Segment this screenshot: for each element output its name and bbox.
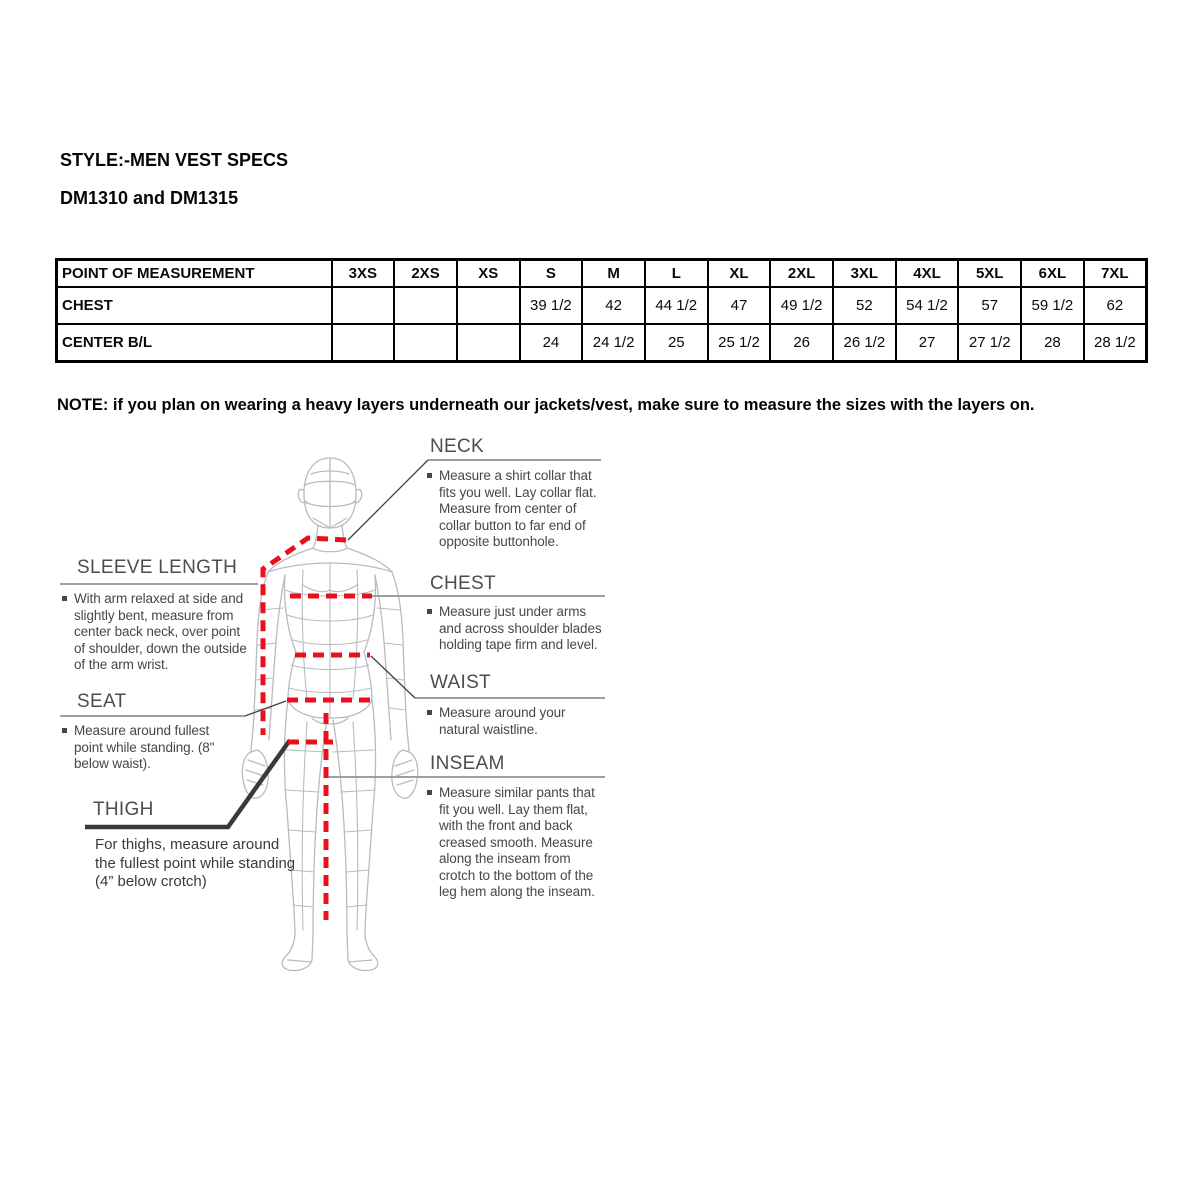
chest-description: Measure just under arms and across shoulder blades holding tape firm and level. (439, 604, 602, 652)
section-title-waist: WAIST (430, 672, 491, 693)
centerbl-value-5xl: 27 1/2 (958, 324, 1021, 362)
column-header-7xl: 7XL (1084, 260, 1147, 288)
centerbl-value-m: 24 1/2 (582, 324, 645, 362)
column-header-4xl: 4XL (896, 260, 959, 288)
waist-leader-line (371, 656, 415, 698)
column-header-s: S (520, 260, 583, 288)
section-desc-inseam (427, 785, 605, 901)
section-title-inseam: INSEAM (430, 753, 505, 774)
model-numbers: DM1310 and DM1315 (60, 188, 239, 208)
centerbl-value-7xl: 28 1/2 (1084, 324, 1147, 362)
style-title: STYLE:-MEN VEST SPECS (60, 150, 289, 170)
section-desc-sleeve-length (62, 591, 247, 674)
size-spec-table (55, 258, 1148, 363)
table-row-chest (57, 287, 1147, 324)
column-header-l: L (645, 260, 708, 288)
column-header-2xs: 2XS (394, 260, 457, 288)
section-desc-waist (427, 705, 582, 738)
chest-value-5xl: 57 (958, 287, 1021, 324)
column-header-point-of-measurement: POINT OF MEASUREMENT (57, 260, 332, 288)
section-title-neck: NECK (430, 436, 484, 457)
row-label-center-bl: CENTER B/L (57, 324, 332, 362)
bullet-icon (427, 609, 432, 614)
neck-description: Measure a shirt collar that fits you well. Lay collar flat. Measure from center of collar button to far end of opposite buttonhole. (439, 468, 597, 549)
section-title-seat: SEAT (77, 691, 127, 712)
centerbl-value-l: 25 (645, 324, 708, 362)
bullet-icon (427, 790, 432, 795)
column-header-3xl: 3XL (833, 260, 896, 288)
section-title-chest: CHEST (430, 573, 496, 594)
table-header-row (57, 260, 1147, 288)
centerbl-value-6xl: 28 (1021, 324, 1084, 362)
bullet-icon (427, 473, 432, 478)
column-header-6xl: 6XL (1021, 260, 1084, 288)
section-title-thigh: THIGH (93, 799, 154, 820)
row-label-chest: CHEST (57, 287, 332, 324)
section-desc-chest (427, 604, 609, 654)
seat-description: Measure around fullest point while standing. (8" below waist). (74, 723, 215, 771)
centerbl-value-s: 24 (520, 324, 583, 362)
bullet-icon (62, 728, 67, 733)
centerbl-value-2xl: 26 (770, 324, 833, 362)
chest-value-6xl: 59 1/2 (1021, 287, 1084, 324)
chest-value-xl: 47 (708, 287, 771, 324)
chest-value-m: 42 (582, 287, 645, 324)
centerbl-value-3xl: 26 1/2 (833, 324, 896, 362)
centerbl-value-2xs (394, 324, 457, 362)
layers-note: NOTE: if you plan on wearing a heavy layers underneath our jackets/vest, make sure to measure the sizes with the layers on. (57, 396, 1035, 414)
column-header-m: M (582, 260, 645, 288)
document-title-block (60, 150, 288, 208)
chest-value-s: 39 1/2 (520, 287, 583, 324)
chest-value-7xl: 62 (1084, 287, 1147, 324)
centerbl-value-3xs (332, 324, 395, 362)
centerbl-value-xs (457, 324, 520, 362)
section-desc-neck (427, 468, 599, 551)
inseam-description: Measure similar pants that fit you well. Lay them flat, with the front and back creased smooth. Measure along the inseam from crotch to the bottom of the leg hem along the inseam. (439, 785, 595, 899)
waist-description: Measure around your natural waistline. (439, 705, 566, 737)
centerbl-value-4xl: 27 (896, 324, 959, 362)
column-header-xl: XL (708, 260, 771, 288)
chest-value-xs (457, 287, 520, 324)
chest-value-2xs (394, 287, 457, 324)
chest-value-l: 44 1/2 (645, 287, 708, 324)
centerbl-value-xl: 25 1/2 (708, 324, 771, 362)
sleeve-length-description: With arm relaxed at side and slightly bent, measure from center back neck, over point of shoulder, down the outside of the arm wrist. (74, 591, 247, 672)
column-header-2xl: 2XL (770, 260, 833, 288)
thigh-description: For thighs, measure around the fullest point while standing (4” below crotch) (95, 836, 296, 890)
bullet-icon (427, 710, 432, 715)
chest-value-3xl: 52 (833, 287, 896, 324)
chest-value-2xl: 49 1/2 (770, 287, 833, 324)
section-title-sleeve-length: SLEEVE LENGTH (77, 557, 238, 578)
measurement-diagram (55, 430, 640, 990)
chest-value-4xl: 54 1/2 (896, 287, 959, 324)
bullet-icon (62, 596, 67, 601)
column-header-xs: XS (457, 260, 520, 288)
table-row-center-bl (57, 324, 1147, 362)
column-header-5xl: 5XL (958, 260, 1021, 288)
section-desc-seat (62, 723, 224, 773)
chest-value-3xs (332, 287, 395, 324)
column-header-3xs: 3XS (332, 260, 395, 288)
